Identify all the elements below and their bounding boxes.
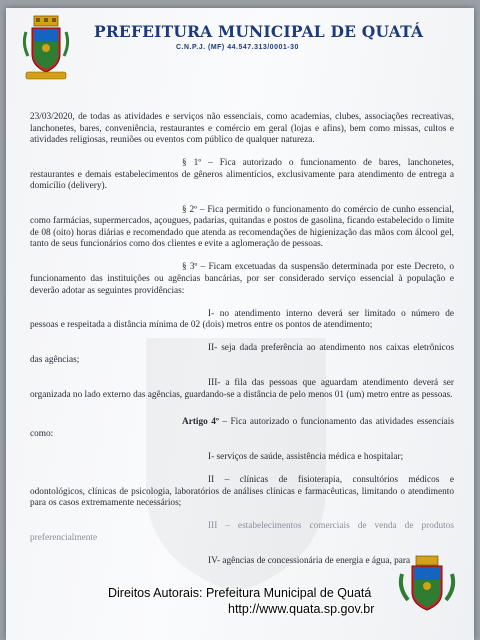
paragraph-art4-item-i: I- serviços de saúde, assistência médica e hospitalar; bbox=[208, 451, 404, 462]
paragraph-item-i: I- no atendimento interno deverá ser limitado o número de pessoas e respeitada a distância mínima de 02 (dois) metros entre os pontos de atendimento; bbox=[30, 308, 454, 331]
cnpj-line: C.N.P.J. (MF) 44.547.313/0001-30 bbox=[176, 44, 299, 51]
paragraph-item-iii: III- a fila das pessoas que aguardam atendimento deverá ser organizada no lado externo das agências, guardando-se a distância de pelo menos 01 (um) metro entre as pessoas. bbox=[30, 378, 454, 400]
paragraph-section-3: § 3º – Ficam excetuadas da suspensão determinada por este Decreto, o funcionamento das instituições ou agências bancárias, por ser considerado serviço essencial à população e deverão adotar as seguintes providências: bbox=[30, 262, 454, 296]
paragraph-art4-item-iv: IV- agências de concessionária de energia e água, para bbox=[208, 556, 411, 567]
paragraph-article-4 bbox=[30, 417, 454, 440]
paragraph-section-1: § 1º – Fica autorizado o funcionamento de bares, lanchonetes, restaurantes e demais estabelecimentos de gêneros alimentícios, exclusivamente para atendimento de entrega a domicílio (delivery). bbox=[30, 158, 454, 192]
document-page bbox=[6, 8, 474, 640]
paragraph-art4-item-ii: II – clínicas de fisioterapia, consultórios médicos e odontológicos, clínicas de psicologia, laboratórios de análises clínicas e farmacêuticas, limitando o atendimento para os casos extremamente necessários; bbox=[30, 475, 454, 509]
coat-of-arms-icon bbox=[20, 14, 72, 84]
paragraph-intro: 23/03/2020, de todas as atividades e serviços não essenciais, como academias, clubes, associações recreativas, lanchonetes, bares, conveniência, restaurantes e comércio em geral (lojas e afins), bem como missas, cultos e atividades religiosas, reuniões ou eventos com público de qualquer natureza. bbox=[30, 112, 454, 146]
article-4-label: Artigo 4º bbox=[182, 417, 219, 428]
paragraph-section-2: § 2º – Fica permitido o funcionamento do comércio de cunho essencial, como farmácias, supermercados, açougues, padarias, quitandas e postos de gasolina, ficando estabelecido o limite de 08 (oito) horas diárias e recomendado que atenda as recomendações de higienização das mãos com álcool gel, tanto de seus funcionários como dos clientes e evite a aglomeração de pessoas. bbox=[30, 204, 454, 250]
paragraph-art4-item-iii: III – estabelecimentos comerciais de venda de produtos preferencialmente bbox=[30, 521, 454, 543]
footer-crest-icon bbox=[398, 554, 456, 616]
page-title: PREFEITURA MUNICIPAL DE QUATÁ bbox=[94, 22, 424, 41]
decree-body bbox=[30, 112, 454, 579]
copyright-footer bbox=[0, 580, 480, 640]
copyright-text: Direitos Autorais: Prefeitura Municipal de Quatá bbox=[108, 586, 372, 600]
website-url: http://www.quata.sp.gov.br bbox=[228, 602, 375, 616]
paragraph-item-ii: II- seja dada preferência ao atendimento nos caixas eletrônicos das agências; bbox=[30, 343, 454, 365]
article-4-text: – Fica autorizado o funcionamento das atividades essenciais como: bbox=[30, 417, 454, 439]
